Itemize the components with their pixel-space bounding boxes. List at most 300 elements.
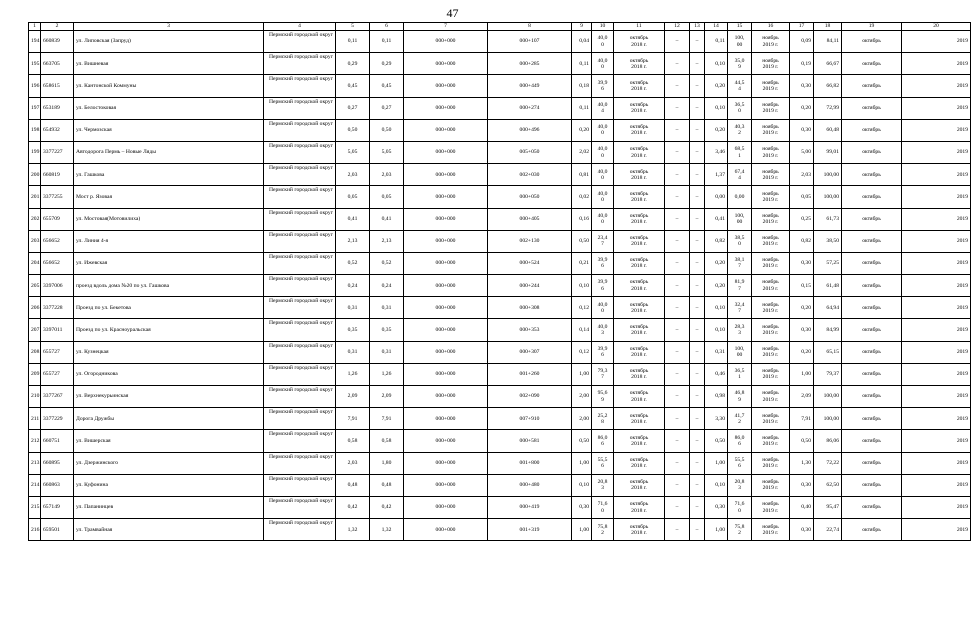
cell-len-2: 0,10	[705, 97, 728, 119]
cell-pct-2: 100, 00	[728, 31, 752, 53]
cell-pct-3: 100,00	[814, 186, 842, 208]
table-row	[29, 363, 971, 385]
table-row	[29, 230, 971, 252]
cell-row-number: 196	[29, 75, 41, 97]
cell-length-total: 0,31	[336, 297, 370, 319]
cell-date-start: октябрь 2018 г.	[614, 474, 665, 496]
cell-municipality: Пермский городской округ	[264, 297, 336, 319]
cell-len-2: 0,30	[705, 496, 728, 518]
cell-row-number: 201	[29, 186, 41, 208]
table-row	[29, 275, 971, 297]
cell-length-section: 0,35	[370, 319, 404, 341]
cell-len-2: 0,11	[705, 31, 728, 53]
cell-date-start: октябрь 2018 г.	[614, 496, 665, 518]
cell-blank-2: –	[690, 341, 705, 363]
cell-km-start: 000+000	[404, 164, 488, 186]
cell-pct-2: 71,6 0	[728, 496, 752, 518]
cell-pct-2: 28,3 3	[728, 319, 752, 341]
cell-pct-2: 55,5 6	[728, 452, 752, 474]
cell-year: 2019	[902, 230, 971, 252]
cell-km-start: 000+000	[404, 75, 488, 97]
cell-blank-1: –	[665, 341, 690, 363]
cell-road-name: ул. Кузнецкая	[74, 341, 264, 363]
cell-len-3: 0,15	[790, 275, 814, 297]
cell-km-start: 000+000	[404, 496, 488, 518]
cell-municipality: Пермский городской округ	[264, 452, 336, 474]
cell-length-total: 0,50	[336, 119, 370, 141]
cell-len-repair: 0,12	[572, 297, 592, 319]
cell-road-id: 663705	[41, 53, 74, 75]
cell-len-2: 0,10	[705, 319, 728, 341]
cell-len-3: 0,05	[790, 186, 814, 208]
cell-len-3: 0,20	[790, 341, 814, 363]
cell-row-number: 206	[29, 297, 41, 319]
cell-len-repair: 1,00	[572, 519, 592, 541]
cell-length-section: 0,58	[370, 430, 404, 452]
cell-date-start: октябрь 2018 г.	[614, 408, 665, 430]
cell-km-start: 000+000	[404, 519, 488, 541]
cell-len-3: 0,30	[790, 474, 814, 496]
cell-length-total: 0,52	[336, 252, 370, 274]
cell-blank-1: –	[665, 474, 690, 496]
cell-km-start: 000+000	[404, 363, 488, 385]
cell-blank-2: –	[690, 319, 705, 341]
cell-municipality: Пермский городской округ	[264, 430, 336, 452]
cell-len-2: 0,20	[705, 275, 728, 297]
cell-road-name: ул. Белостоковая	[74, 97, 264, 119]
cell-municipality: Пермский городской округ	[264, 319, 336, 341]
cell-blank-2: –	[690, 230, 705, 252]
table-row	[29, 208, 971, 230]
cell-municipality: Пермский городской округ	[264, 386, 336, 408]
cell-km-start: 000+000	[404, 452, 488, 474]
cell-row-number: 199	[29, 141, 41, 163]
table-row	[29, 53, 971, 75]
cell-len-3: 2,09	[790, 386, 814, 408]
cell-row-number: 209	[29, 363, 41, 385]
cell-length-section: 0,31	[370, 341, 404, 363]
cell-road-name: Дорога Дружбы	[74, 408, 264, 430]
cell-month: октябрь	[842, 164, 902, 186]
cell-month: октябрь	[842, 208, 902, 230]
cell-len-repair: 0,12	[572, 341, 592, 363]
cell-length-total: 0,58	[336, 430, 370, 452]
cell-municipality: Пермский городской округ	[264, 53, 336, 75]
cell-year: 2019	[902, 141, 971, 163]
cell-pct-3: 84,99	[814, 319, 842, 341]
cell-pct-1: 40,0 0	[592, 297, 614, 319]
cell-length-section: 0,50	[370, 119, 404, 141]
cell-length-total: 5,05	[336, 141, 370, 163]
cell-date-end: ноябрь 2019 г.	[752, 297, 790, 319]
cell-blank-2: –	[690, 208, 705, 230]
cell-blank-1: –	[665, 164, 690, 186]
cell-road-name: ул. Папанинцев	[74, 496, 264, 518]
cell-road-id: 660751	[41, 430, 74, 452]
cell-len-repair: 0,02	[572, 186, 592, 208]
cell-length-section: 2,03	[370, 164, 404, 186]
cell-pct-3: 38,50	[814, 230, 842, 252]
cell-length-section: 0,42	[370, 496, 404, 518]
cell-pct-2: 36,5 0	[728, 97, 752, 119]
cell-km-end: 000+449	[488, 75, 572, 97]
cell-blank-2: –	[690, 430, 705, 452]
cell-pct-1: 39,9 6	[592, 75, 614, 97]
cell-pct-3: 60,48	[814, 119, 842, 141]
cell-pct-1: 40,0 0	[592, 208, 614, 230]
cell-month: октябрь	[842, 408, 902, 430]
column-header: 4	[264, 23, 336, 31]
cell-blank-1: –	[665, 297, 690, 319]
cell-date-end: ноябрь 2019 г.	[752, 319, 790, 341]
cell-year: 2019	[902, 341, 971, 363]
cell-blank-1: –	[665, 75, 690, 97]
column-header: 20	[902, 23, 971, 31]
cell-len-2: 0,41	[705, 208, 728, 230]
cell-road-id: 3377267	[41, 386, 74, 408]
cell-len-repair: 0,16	[572, 208, 592, 230]
cell-year: 2019	[902, 208, 971, 230]
cell-pct-2: 20,8 3	[728, 474, 752, 496]
table-row	[29, 519, 971, 541]
cell-length-total: 1,26	[336, 363, 370, 385]
cell-length-section: 0,24	[370, 275, 404, 297]
cell-row-number: 197	[29, 97, 41, 119]
cell-year: 2019	[902, 386, 971, 408]
cell-pct-2: 38,1 7	[728, 252, 752, 274]
cell-month: октябрь	[842, 275, 902, 297]
cell-length-total: 0,35	[336, 319, 370, 341]
cell-pct-1: 71,6 0	[592, 496, 614, 518]
cell-month: октябрь	[842, 341, 902, 363]
cell-length-section: 0,11	[370, 31, 404, 53]
cell-road-name: ул. Дзержинского	[74, 452, 264, 474]
cell-pct-1: 40,0 3	[592, 319, 614, 341]
cell-len-repair: 0,10	[572, 275, 592, 297]
cell-date-end: ноябрь 2019 г.	[752, 230, 790, 252]
cell-len-repair: 2,00	[572, 386, 592, 408]
cell-pct-1: 40,0 4	[592, 97, 614, 119]
cell-len-repair: 0,14	[572, 319, 592, 341]
cell-blank-1: –	[665, 97, 690, 119]
cell-road-id: 658615	[41, 75, 74, 97]
cell-length-section: 2,09	[370, 386, 404, 408]
page-number: 47	[446, 6, 459, 20]
cell-pct-2: 100, 00	[728, 341, 752, 363]
cell-municipality: Пермский городской округ	[264, 341, 336, 363]
cell-blank-2: –	[690, 141, 705, 163]
table-row	[29, 252, 971, 274]
cell-pct-3: 57,25	[814, 252, 842, 274]
cell-blank-1: –	[665, 519, 690, 541]
cell-year: 2019	[902, 164, 971, 186]
cell-pct-1: 40,0 0	[592, 164, 614, 186]
cell-road-id: 660863	[41, 474, 74, 496]
cell-month: октябрь	[842, 31, 902, 53]
cell-pct-3: 65,15	[814, 341, 842, 363]
cell-road-id: 659501	[41, 519, 74, 541]
data-table	[28, 22, 971, 541]
cell-road-id: 656652	[41, 230, 74, 252]
cell-month: октябрь	[842, 474, 902, 496]
cell-row-number: 213	[29, 452, 41, 474]
cell-year: 2019	[902, 252, 971, 274]
cell-pct-3: 66,67	[814, 53, 842, 75]
cell-km-end: 000+405	[488, 208, 572, 230]
cell-year: 2019	[902, 297, 971, 319]
cell-road-id: 660819	[41, 164, 74, 186]
cell-month: октябрь	[842, 386, 902, 408]
cell-len-2: 0,20	[705, 252, 728, 274]
cell-road-id: 3397011	[41, 319, 74, 341]
cell-road-name: Мост р. Язовая	[74, 186, 264, 208]
column-header: 17	[790, 23, 814, 31]
table-row	[29, 496, 971, 518]
cell-month: октябрь	[842, 75, 902, 97]
cell-blank-1: –	[665, 408, 690, 430]
cell-len-2: 0,20	[705, 75, 728, 97]
cell-len-repair: 2,00	[572, 408, 592, 430]
cell-blank-1: –	[665, 430, 690, 452]
cell-pct-2: 35,0 9	[728, 53, 752, 75]
cell-date-start: октябрь 2018 г.	[614, 341, 665, 363]
cell-km-end: 000+107	[488, 31, 572, 53]
cell-municipality: Пермский городской округ	[264, 408, 336, 430]
cell-date-start: октябрь 2018 г.	[614, 141, 665, 163]
cell-pct-3: 100,00	[814, 164, 842, 186]
cell-length-total: 0,45	[336, 75, 370, 97]
cell-pct-2: 46,8 9	[728, 386, 752, 408]
cell-len-3: 0,30	[790, 75, 814, 97]
cell-len-3: 7,91	[790, 408, 814, 430]
cell-km-end: 000+496	[488, 119, 572, 141]
cell-len-3: 2,03	[790, 164, 814, 186]
column-header: 18	[814, 23, 842, 31]
cell-municipality: Пермский городской округ	[264, 496, 336, 518]
cell-length-section: 0,29	[370, 53, 404, 75]
cell-road-id: 655709	[41, 208, 74, 230]
cell-pct-2: 75,8 2	[728, 519, 752, 541]
cell-municipality: Пермский городской округ	[264, 186, 336, 208]
cell-road-id: 654932	[41, 119, 74, 141]
cell-road-id: 655727	[41, 363, 74, 385]
cell-road-id: 3377227	[41, 141, 74, 163]
cell-km-start: 000+000	[404, 31, 488, 53]
cell-len-repair: 0,21	[572, 252, 592, 274]
table-row	[29, 119, 971, 141]
cell-date-start: октябрь 2018 г.	[614, 53, 665, 75]
cell-pct-1: 55,5 6	[592, 452, 614, 474]
cell-len-repair: 2,02	[572, 141, 592, 163]
cell-length-total: 0,24	[336, 275, 370, 297]
cell-month: октябрь	[842, 97, 902, 119]
cell-length-total: 0,41	[336, 208, 370, 230]
column-header: 9	[572, 23, 592, 31]
cell-length-section: 0,41	[370, 208, 404, 230]
cell-len-3: 0,30	[790, 119, 814, 141]
cell-length-total: 0,31	[336, 341, 370, 363]
cell-road-id: 660839	[41, 31, 74, 53]
cell-len-repair: 0,04	[572, 31, 592, 53]
cell-km-start: 000+000	[404, 341, 488, 363]
column-header: 6	[370, 23, 404, 31]
cell-len-repair: 0,20	[572, 119, 592, 141]
table-row	[29, 31, 971, 53]
cell-length-section: 1,26	[370, 363, 404, 385]
table-row	[29, 297, 971, 319]
cell-km-end: 000+419	[488, 496, 572, 518]
cell-date-end: ноябрь 2019 г.	[752, 141, 790, 163]
cell-length-section: 5,05	[370, 141, 404, 163]
cell-date-end: ноябрь 2019 г.	[752, 363, 790, 385]
cell-year: 2019	[902, 496, 971, 518]
cell-km-end: 001+319	[488, 519, 572, 541]
cell-municipality: Пермский городской округ	[264, 230, 336, 252]
cell-len-2: 3,30	[705, 408, 728, 430]
cell-len-2: 0,98	[705, 386, 728, 408]
cell-pct-2: 67,4 4	[728, 164, 752, 186]
cell-road-id: 3377229	[41, 408, 74, 430]
cell-len-repair: 0,10	[572, 474, 592, 496]
table-header	[29, 23, 971, 31]
table-body	[29, 31, 971, 541]
cell-pct-3: 99,01	[814, 141, 842, 163]
cell-date-end: ноябрь 2019 г.	[752, 164, 790, 186]
cell-year: 2019	[902, 474, 971, 496]
cell-pct-2: 44,5 4	[728, 75, 752, 97]
cell-blank-1: –	[665, 386, 690, 408]
cell-month: октябрь	[842, 452, 902, 474]
cell-road-name: ул. Мостовая(Мотовилиха)	[74, 208, 264, 230]
cell-pct-3: 66,82	[814, 75, 842, 97]
cell-date-start: октябрь 2018 г.	[614, 208, 665, 230]
cell-date-end: ноябрь 2019 г.	[752, 341, 790, 363]
table-row	[29, 386, 971, 408]
column-header: 8	[488, 23, 572, 31]
cell-pct-3: 100,00	[814, 408, 842, 430]
cell-blank-2: –	[690, 75, 705, 97]
cell-road-id: 656652	[41, 252, 74, 274]
cell-length-section: 1,80	[370, 452, 404, 474]
cell-km-end: 002+130	[488, 230, 572, 252]
cell-blank-2: –	[690, 363, 705, 385]
cell-municipality: Пермский городской округ	[264, 275, 336, 297]
cell-length-section: 0,05	[370, 186, 404, 208]
cell-month: октябрь	[842, 53, 902, 75]
cell-row-number: 200	[29, 164, 41, 186]
cell-pct-1: 86,0 6	[592, 430, 614, 452]
cell-date-start: октябрь 2018 г.	[614, 230, 665, 252]
column-header: 14	[705, 23, 728, 31]
cell-km-end: 002+090	[488, 386, 572, 408]
cell-pct-1: 39,9 6	[592, 252, 614, 274]
cell-len-2: 0,20	[705, 119, 728, 141]
cell-length-section: 0,52	[370, 252, 404, 274]
cell-len-repair: 0,81	[572, 164, 592, 186]
cell-date-start: октябрь 2018 г.	[614, 31, 665, 53]
cell-road-name: ул. Огородникова	[74, 363, 264, 385]
cell-date-end: ноябрь 2019 г.	[752, 519, 790, 541]
cell-road-name: ул. Верхнекурьинская	[74, 386, 264, 408]
cell-date-start: октябрь 2018 г.	[614, 430, 665, 452]
cell-len-repair: 0,50	[572, 230, 592, 252]
cell-length-total: 0,11	[336, 31, 370, 53]
column-header: 1	[29, 23, 41, 31]
cell-length-section: 0,45	[370, 75, 404, 97]
cell-date-end: ноябрь 2019 г.	[752, 31, 790, 53]
cell-km-start: 000+000	[404, 275, 488, 297]
cell-year: 2019	[902, 519, 971, 541]
cell-month: октябрь	[842, 496, 902, 518]
cell-municipality: Пермский городской округ	[264, 119, 336, 141]
cell-pct-3: 64,94	[814, 297, 842, 319]
cell-year: 2019	[902, 275, 971, 297]
cell-pct-3: 86,06	[814, 430, 842, 452]
cell-road-name: ул. Вишневая	[74, 53, 264, 75]
table-row	[29, 319, 971, 341]
cell-date-end: ноябрь 2019 г.	[752, 496, 790, 518]
cell-date-start: октябрь 2018 г.	[614, 386, 665, 408]
table-row	[29, 474, 971, 496]
cell-blank-1: –	[665, 141, 690, 163]
cell-date-end: ноябрь 2019 г.	[752, 119, 790, 141]
cell-len-2: 0,82	[705, 230, 728, 252]
cell-len-2: 0,10	[705, 53, 728, 75]
cell-road-id: 655727	[41, 341, 74, 363]
cell-pct-3: 61,73	[814, 208, 842, 230]
cell-road-name: ул. Вишерская	[74, 430, 264, 452]
cell-len-3: 0,50	[790, 430, 814, 452]
cell-month: октябрь	[842, 230, 902, 252]
cell-pct-1: 40,0 0	[592, 141, 614, 163]
cell-len-3: 1,30	[790, 452, 814, 474]
cell-pct-1: 23,4 7	[592, 230, 614, 252]
cell-date-start: октябрь 2018 г.	[614, 452, 665, 474]
column-header: 2	[41, 23, 74, 31]
cell-len-repair: 0,30	[572, 496, 592, 518]
cell-row-number: 214	[29, 474, 41, 496]
cell-km-start: 000+000	[404, 319, 488, 341]
table-row	[29, 341, 971, 363]
cell-pct-2: 32,4 7	[728, 297, 752, 319]
cell-municipality: Пермский городской округ	[264, 363, 336, 385]
cell-len-3: 0,30	[790, 319, 814, 341]
cell-km-end: 000+050	[488, 186, 572, 208]
cell-row-number: 210	[29, 386, 41, 408]
cell-road-id: 3397006	[41, 275, 74, 297]
cell-len-2: 1,37	[705, 164, 728, 186]
cell-pct-1: 79,3 7	[592, 363, 614, 385]
cell-year: 2019	[902, 119, 971, 141]
cell-blank-1: –	[665, 363, 690, 385]
cell-date-start: октябрь 2018 г.	[614, 186, 665, 208]
cell-blank-2: –	[690, 452, 705, 474]
cell-length-section: 1,32	[370, 519, 404, 541]
cell-length-section: 7,91	[370, 408, 404, 430]
cell-blank-2: –	[690, 519, 705, 541]
cell-blank-1: –	[665, 53, 690, 75]
cell-km-start: 000+000	[404, 97, 488, 119]
cell-len-3: 0,40	[790, 496, 814, 518]
cell-length-total: 7,91	[336, 408, 370, 430]
cell-municipality: Пермский городской округ	[264, 97, 336, 119]
cell-pct-2: 40,3 2	[728, 119, 752, 141]
cell-road-name: ул. Липовская (Запруд)	[74, 31, 264, 53]
cell-road-name: ул. Линия 4-я	[74, 230, 264, 252]
cell-road-name: ул. Чермозская	[74, 119, 264, 141]
cell-length-total: 1,32	[336, 519, 370, 541]
cell-date-end: ноябрь 2019 г.	[752, 186, 790, 208]
